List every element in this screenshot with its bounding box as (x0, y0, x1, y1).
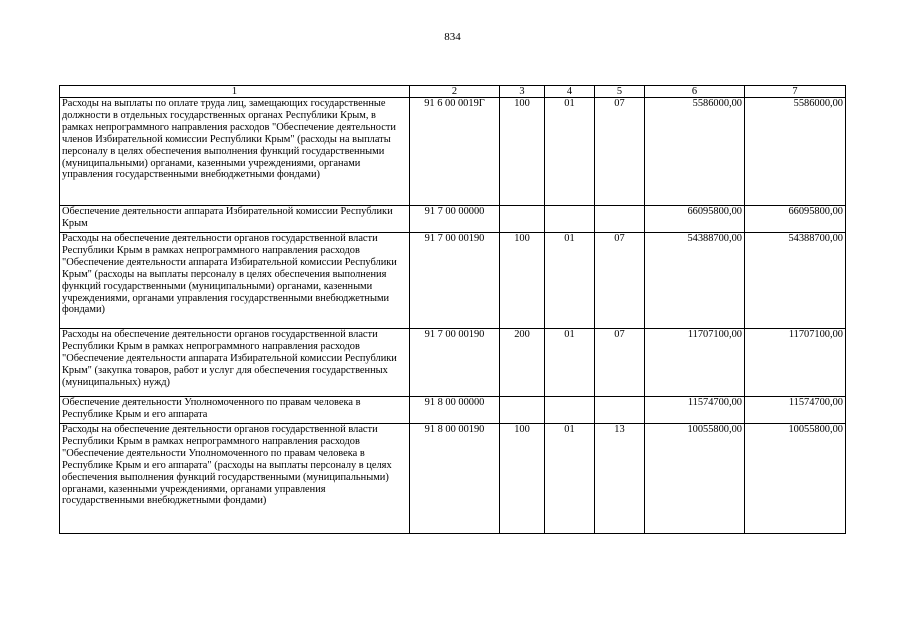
row-amount-6: 5586000,00 (645, 98, 745, 206)
row-col5 (595, 397, 645, 424)
row-col4: 01 (545, 233, 595, 329)
table-header (60, 86, 846, 98)
table-body (60, 98, 846, 534)
row-description: Расходы на обеспечение деятельности органов государственной власти Республики Крым в рамках непрограммного направления расходов "Обеспечение деятельности Уполномоченного по правам человека в Республике Крым и его аппарата" (расходы на выплаты персоналу в целях обеспечения выполнения функций государственными (муниципальными) органами, казенными учреждениями, органами управления государственными внебюджетными фондами) (60, 424, 410, 534)
row-col5 (595, 206, 645, 233)
row-col5: 07 (595, 233, 645, 329)
page-number: 834 (444, 31, 461, 43)
row-amount-7: 11707100,00 (745, 329, 846, 397)
table-row (60, 98, 846, 206)
row-amount-6: 66095800,00 (645, 206, 745, 233)
header-row (60, 86, 846, 98)
row-code: 91 8 00 00000 (410, 397, 500, 424)
column-header-6: 6 (645, 86, 745, 98)
row-col4 (545, 397, 595, 424)
row-description: Расходы на обеспечение деятельности органов государственной власти Республики Крым в рамках непрограммного направления расходов "Обеспечение деятельности аппарата Избирательной комиссии Республики Крым" (расходы на выплаты персоналу в целях обеспечения выполнения функций государственными (муниципальными) органами, казенными учреждениями, органами управления государственными внебюджетными фондами) (60, 233, 410, 329)
row-amount-7: 11574700,00 (745, 397, 846, 424)
row-amount-6: 11707100,00 (645, 329, 745, 397)
budget-table (59, 85, 846, 534)
row-description: Расходы на выплаты по оплате труда лиц, замещающих государственные должности в отдельных государственных органах Республики Крым, в рамках непрограммного направления расходов "Обеспечение деятельности членов Избирательной комиссии Республики Крым" (расходы на выплаты персоналу в целях обеспечения выполнения функций государственными (муниципальными) органами, казенными учреждениями, органами управления государственными внебюджетными фондами) (60, 98, 410, 206)
column-header-3: 3 (500, 86, 545, 98)
row-amount-7: 10055800,00 (745, 424, 846, 534)
table-row (60, 206, 846, 233)
table-row (60, 233, 846, 329)
row-code: 91 7 00 00190 (410, 329, 500, 397)
row-col5: 07 (595, 329, 645, 397)
row-amount-7: 5586000,00 (745, 98, 846, 206)
row-amount-7: 54388700,00 (745, 233, 846, 329)
column-header-7: 7 (745, 86, 846, 98)
row-col3: 100 (500, 98, 545, 206)
row-col3: 100 (500, 424, 545, 534)
row-amount-6: 11574700,00 (645, 397, 745, 424)
row-col3: 200 (500, 329, 545, 397)
row-col5: 07 (595, 98, 645, 206)
row-amount-6: 10055800,00 (645, 424, 745, 534)
row-description: Расходы на обеспечение деятельности органов государственной власти Республики Крым в рамках непрограммного направления расходов "Обеспечение деятельности аппарата Избирательной комиссии Республики Крым" (закупка товаров, работ и услуг для обеспечения государственных (муниципальных) нужд) (60, 329, 410, 397)
table-row (60, 424, 846, 534)
row-col4: 01 (545, 329, 595, 397)
row-col4 (545, 206, 595, 233)
row-col3 (500, 206, 545, 233)
table-row (60, 329, 846, 397)
column-header-1: 1 (60, 86, 410, 98)
row-amount-7: 66095800,00 (745, 206, 846, 233)
column-header-4: 4 (545, 86, 595, 98)
row-col3 (500, 397, 545, 424)
row-col4: 01 (545, 98, 595, 206)
row-col3: 100 (500, 233, 545, 329)
row-col5: 13 (595, 424, 645, 534)
row-description: Обеспечение деятельности аппарата Избирательной комиссии Республики Крым (60, 206, 410, 233)
row-description: Обеспечение деятельности Уполномоченного по правам человека в Республике Крым и его аппарата (60, 397, 410, 424)
column-header-2: 2 (410, 86, 500, 98)
row-code: 91 7 00 00190 (410, 233, 500, 329)
row-code: 91 7 00 00000 (410, 206, 500, 233)
row-code: 91 8 00 00190 (410, 424, 500, 534)
row-code: 91 6 00 0019Г (410, 98, 500, 206)
row-col4: 01 (545, 424, 595, 534)
column-header-5: 5 (595, 86, 645, 98)
row-amount-6: 54388700,00 (645, 233, 745, 329)
table-row (60, 397, 846, 424)
